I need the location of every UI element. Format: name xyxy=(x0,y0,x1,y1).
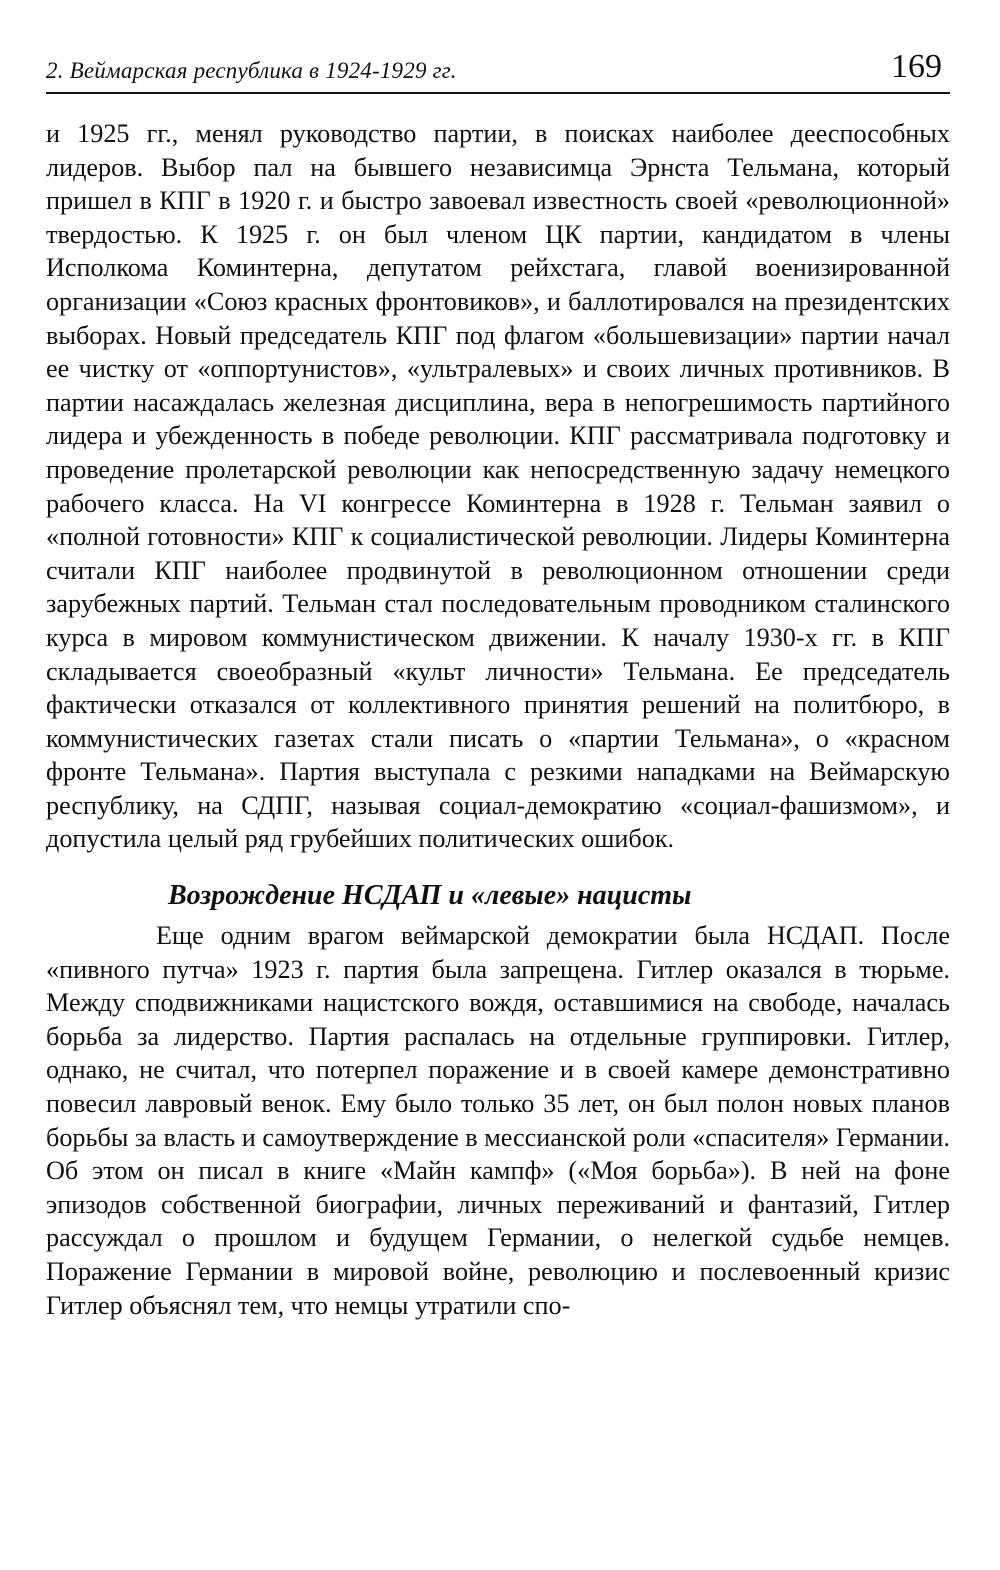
running-header xyxy=(46,48,950,94)
page-number: 169 xyxy=(891,48,942,85)
running-title: 2. Веймарская республика в 1924-1929 гг. xyxy=(46,58,457,83)
section-heading: Возрождение НСДАП и «левые» нацисты xyxy=(168,880,692,912)
section-paragraph: Еще одним врагом веймарской демократии была НСДАП. После «пивного путча» 1923 г. партия была запрещена. Гитлер оказался в тюрьме. Между сподвижниками нацистского вождя, оставшимися на свободе, началась борьба за лидерство. Партия распалась на отдельные группировки. Гитлер, однако, не считал, что потерпел поражение и в своей камере демонстративно повесил лавровый венок. Ему было только 35 лет, он был полон новых планов борьбы за власть и самоутверждение в мессианской роли «спасителя» Германии. Об этом он писал в книге «Майн кампф» («Моя борьба»). В ней на фоне эпизодов собственной биографии, личных переживаний и фантазий, Гитлер рассуждал о прошлом и будущем Германии, о нелегкой судьбе немцев. Поражение Германии в мировой войне, революцию и послевоенный кризис Гитлер объяснял тем, что немцы утратили спо- xyxy=(46,921,950,1320)
paragraph-continuation: и 1925 гг., менял руководство партии, в поисках наиболее дееспособных лидеров. Выбор пал на бывшего независимца Эрнста Тельмана, который пришел в КПГ в 1920 г. и быстро завоевал известность своей «революционной» твердостью. К 1925 г. он был членом ЦК партии, кандидатом в члены Исполкома Коминтерна, депутатом рейхстага, главой военизированной организации «Союз красных фронтовиков», и баллотировался на президентских выборах. Новый председатель КПГ под флагом «большевизации» партии начал ее чистку от «оппортунистов», «ультралевых» и своих личных противников. В партии насаждалась железная дисциплина, вера в непогрешимость партийного лидера и убежденность в победе революции. КПГ рассматривала подготовку и проведение пролетарской революции как непосредственную задачу немецкого рабочего класса. На VI конгрессе Коминтерна в 1928 г. Тельман заявил о «полной готовности» КПГ к социалистической революции. Лидеры Коминтерна считали КПГ наиболее продвинутой в революционном отношении среди зарубежных партий. Тельман стал последовательным проводником сталинского курса в мировом коммунистическом движении. К началу 1930-х гг. в КПГ складывается своеобразный «культ личности» Тельмана. Ее председатель фактически отказался от коллективного принятия решений на политбюро, в коммунистических газетах стали писать о «партии Тельмана», о «красном фронте Тельмана». Партия выступала с резкими нападками на Веймарскую республику, на СДПГ, называя социал-демократию «социал-фашизмом», и допустила целый ряд грубейших политических ошибок. xyxy=(46,119,950,854)
body-text xyxy=(46,117,950,1322)
book-page xyxy=(46,0,950,1570)
